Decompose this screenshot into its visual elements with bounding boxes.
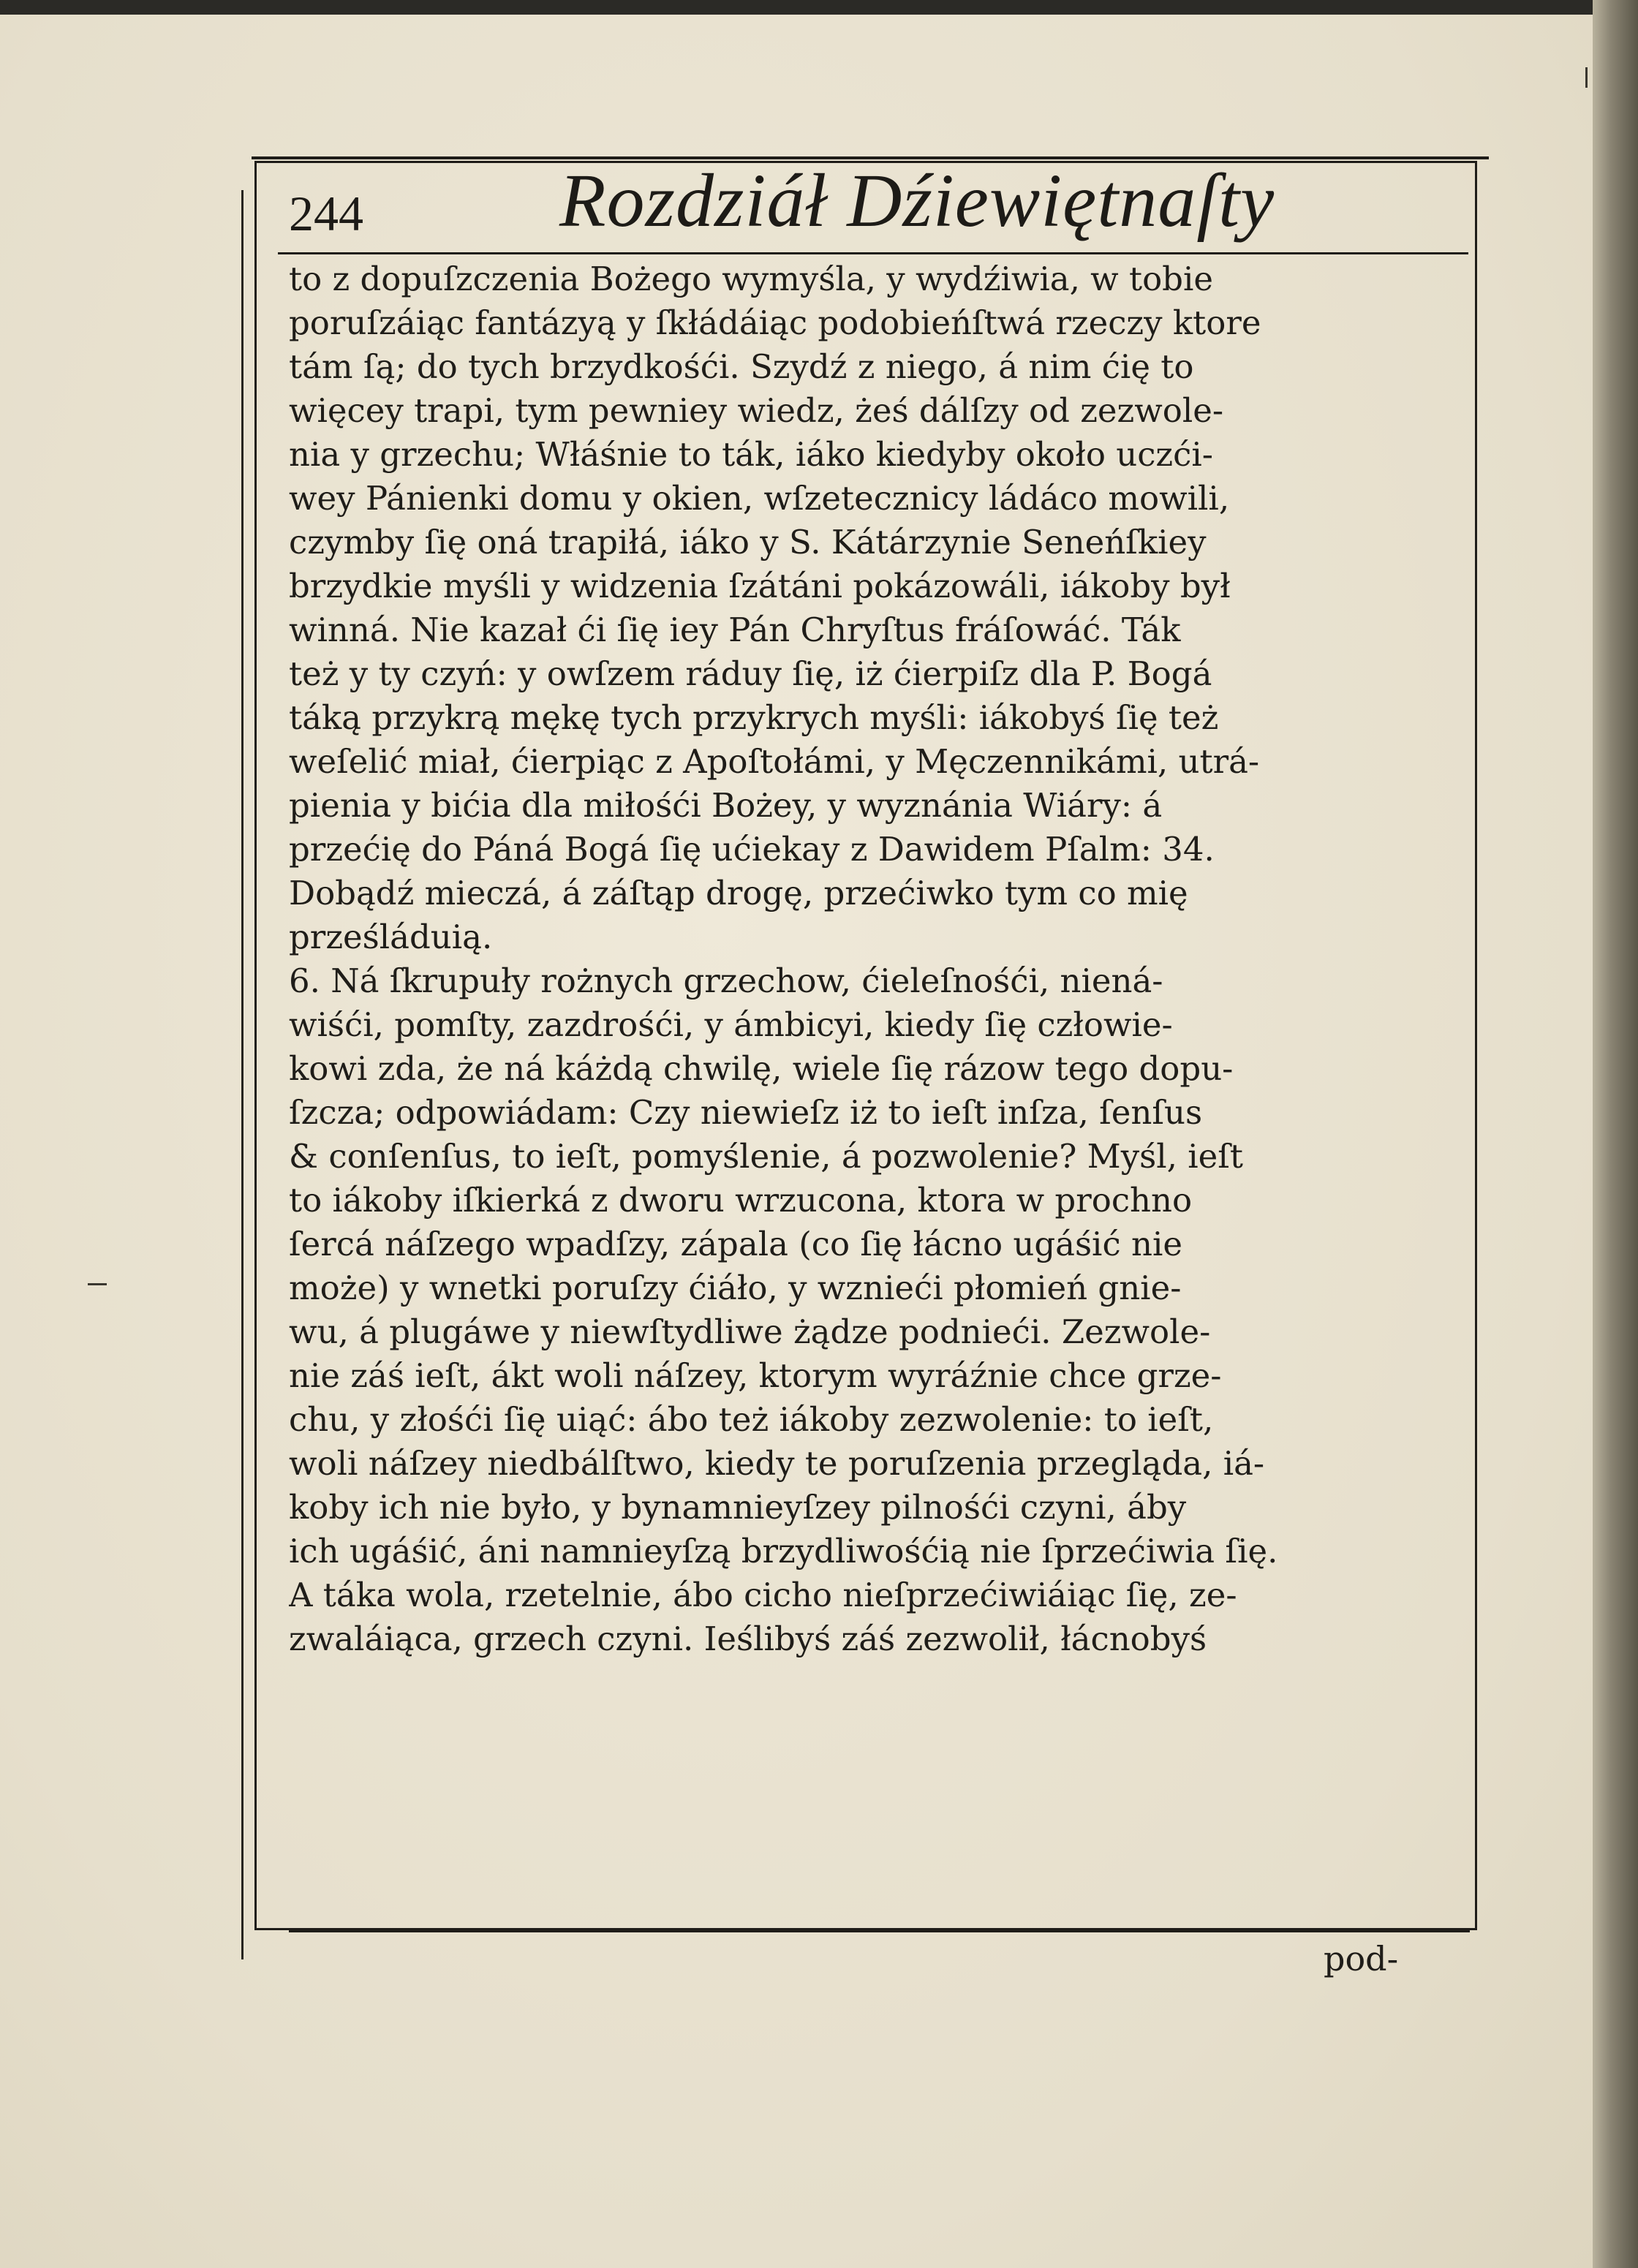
text-line: też y ty czyń: y owſzem ráduy ſię, iż ćierpiſz dla P. Bogá [289,654,1212,693]
margin-tick [1585,67,1588,88]
text-line: Dobądź mieczá, á záſtąp drogę, przećiwko tym co mię [289,874,1188,912]
text-line: nia y grzechu; Włáśnie to ták, iáko kiedyby około uczći- [289,435,1213,474]
text-line: tám ſą; do tych brzydkośći. Szydź z niego, á nim ćię to [289,347,1194,386]
text-line: ſercá náſzego wpadſzy, zápala (co ſię łácno ugáśić nie [289,1225,1182,1263]
text-line: wiśći, pomſty, zazdrośći, y ámbicyi, kiedy ſię człowie- [289,1005,1173,1044]
text-line: A táka wola, rzetelnie, ábo cicho nieſprzećiwiáiąc ſię, ze- [289,1576,1237,1614]
page-number: 244 [289,186,363,241]
text-line: prześláduią. [289,918,493,956]
book-spine-edge [1593,0,1638,2268]
text-line: táką przykrą mękę tych przykrych myśli: iákobyś ſię też [289,698,1219,737]
text-line: nie záś ieſt, ákt woli náſzey, ktorym wyráźnie chce grze- [289,1356,1222,1395]
text-line: przećię do Páná Bogá ſię ućiekay z Dawidem Pſalm: 34. [289,830,1215,869]
running-head: Rozdziáł Dźiewiętnaſty [559,159,1275,243]
margin-tick [88,1283,107,1285]
text-line: więcey trapi, tym pewniey wiedz, żeś dálſzy od zezwole- [289,391,1224,430]
text-line: wey Pánienki domu y okien, wſzetecznicy ládáco mowili, [289,479,1230,518]
text-line: winná. Nie kazał ći ſię iey Pán Chryſtus fráſowáć. Ták [289,611,1181,649]
body-text [289,257,1470,1661]
text-line: wu, á plugáwe y niewſtydliwe żądze podnieći. Zezwole- [289,1312,1211,1351]
outer-margin-rule [241,190,244,1959]
text-line: woli náſzey niedbálſtwo, kiedy te poruſzenia przegląda, iá- [289,1444,1265,1483]
text-line: ſzcza; odpowiádam: Czy niewieſz iż to ieſt inſza, ſenſus [289,1093,1203,1132]
text-line: to iákoby iſkierká z dworu wrzucona, ktora w prochno [289,1181,1193,1220]
text-line: pienia y bićia dla miłośći Bożey, y wyznánia Wiáry: á [289,786,1163,825]
text-line: zwaláiąca, grzech czyni. Ieślibyś záś zezwolił, łácnobyś [289,1619,1207,1658]
text-line: brzydkie myśli y widzenia ſzátáni pokázowáli, iákoby był [289,567,1231,605]
text-line: & conſenſus, to ieſt, pomyślenie, á pozwolenie? Myśl, ieſt [289,1137,1243,1176]
header-rule [278,252,1468,254]
text-line: to z dopuſzczenia Bożego wymyśla, y wydźiwia, w tobie [289,260,1213,298]
text-line: koby ich nie było, y bynamnieyſzey pilnośći czyni, áby [289,1488,1187,1527]
text-line: ich ugáśić, áni namnieyſzą brzydliwośćią nie ſprzećiwia ſię. [289,1532,1278,1570]
text-line: kowi zda, że ná káżdą chwilę, wiele ſię rázow tego dopu- [289,1049,1234,1088]
bottom-rule [289,1930,1470,1932]
text-line: poruſzáiąc fantázyą y ſkłádáiąc podobieńſtwá rzeczy ktore [289,303,1261,342]
text-line: chu, y złośći ſię uiąć: ábo też iákoby zezwolenie: to ieſt, [289,1400,1214,1439]
page-top-edge [0,0,1593,15]
text-line: weſelić miał, ćierpiąc z Apoſtołámi, y Męczennikámi, utrá- [289,742,1260,781]
text-line: czymby ſię oná trapiłá, iáko y S. Kátárzynie Seneńſkiey [289,523,1207,562]
page-header [289,157,1459,252]
text-line: może) y wnetki poruſzy ćiáło, y wznieći płomień gnie- [289,1269,1182,1307]
text-line: 6. Ná ſkrupuły rożnych grzechow, ćieleſnośći, niená- [289,961,1163,1000]
catchword: pod- [1324,1939,1399,1978]
